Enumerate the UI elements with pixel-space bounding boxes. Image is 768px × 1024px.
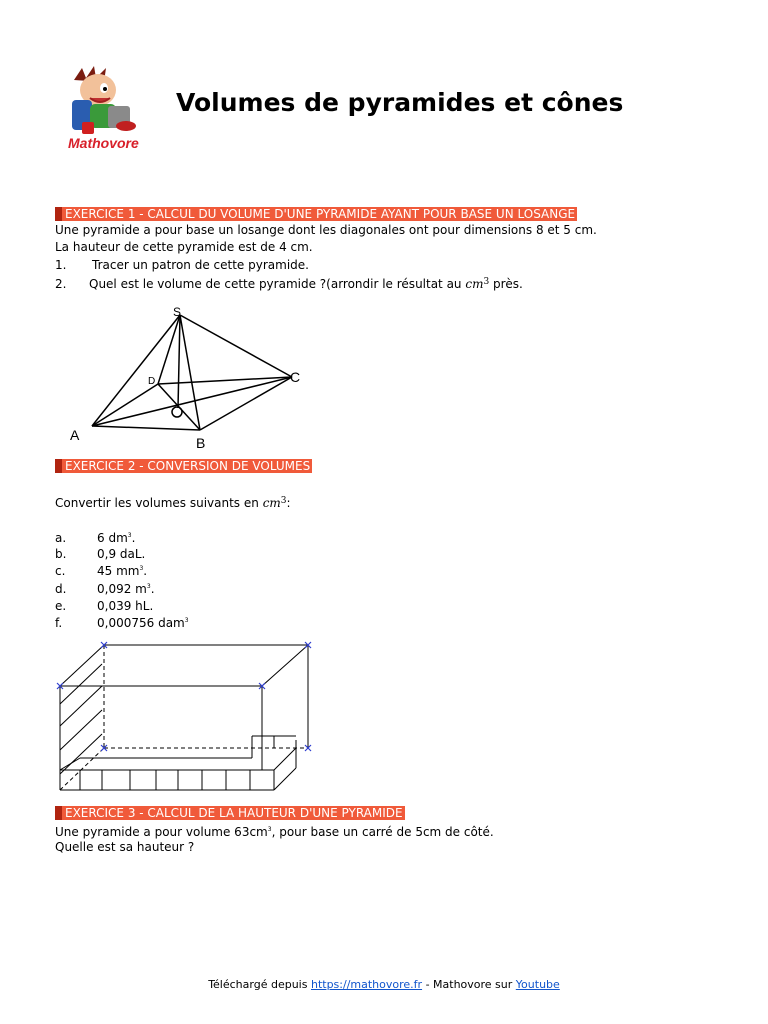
exercise-1-item-2	[55, 274, 523, 292]
mathovore-link[interactable]: https://mathovore.fr	[310, 978, 423, 991]
exercise-1-header: EXERCICE 1 - CALCUL DU VOLUME D'UNE PYRAMIDE AYANT POUR BASE UN LOSANGE	[55, 207, 577, 221]
vertex-label-a: A	[70, 427, 80, 443]
exercise-3-line-2: Quelle est sa hauteur ?	[55, 840, 195, 854]
vertex-label-s: S	[173, 305, 182, 319]
exercise-3-line-1: Une pyramide a pour volume $63cm^3$, pour base un carré de 5cm de côté.	[55, 825, 494, 839]
exercise-1-line-1: Une pyramide a pour base un losange dont les diagonales ont pour dimensions 8 et 5 cm.	[55, 223, 597, 237]
item-text: Quel est le volume de cette pyramide ?(arrondir le résultat au	[89, 277, 462, 291]
exercise-2-header: EXERCICE 2 - CONVERSION DE VOLUMES	[55, 459, 312, 473]
vertex-label-d: D	[148, 376, 156, 387]
youtube-link[interactable]: Youtube	[515, 978, 560, 991]
exercise-2-intro	[55, 493, 291, 511]
unit-cm3: $cm^3$	[262, 496, 287, 510]
vertex-label-b: B	[196, 435, 206, 450]
mathovore-logo	[60, 60, 160, 156]
exercise-1-item-1	[55, 257, 309, 273]
conversion-item-b: b. 0,9 daL.	[55, 547, 146, 561]
intro-end: :	[286, 496, 291, 510]
conversion-item-e: e. 0,039 hL.	[55, 599, 154, 613]
logo-text: Mathovore	[68, 135, 139, 151]
box-figure	[56, 640, 318, 796]
item-end: près.	[493, 277, 523, 291]
item-number: 1.	[55, 258, 67, 272]
exercise-1-line-2: La hauteur de cette pyramide est de 4 cm.	[55, 240, 313, 254]
intro-text: Convertir les volumes suivants en	[55, 496, 259, 510]
page-title: Volumes de pyramides et cônes	[176, 88, 624, 117]
item-number: 2.	[55, 277, 67, 291]
conversion-item-d: d. 0,092 $m^3$.	[55, 582, 155, 596]
vertex-label-c: C	[290, 369, 301, 385]
unit-cm3: $cm^3$	[465, 277, 490, 291]
footer-middle: - Mathovore sur	[425, 978, 513, 991]
item-text: Tracer un patron de cette pyramide.	[92, 258, 309, 272]
pyramid-figure	[60, 300, 310, 450]
conversion-item-a: a. 6 $dm^3$.	[55, 531, 136, 545]
exercise-3-header: EXERCICE 3 - CALCUL DE LA HAUTEUR D'UNE PYRAMIDE	[55, 806, 405, 820]
conversion-item-f: f. 0,000756 dam$^3$	[55, 616, 189, 630]
footer	[0, 978, 768, 991]
footer-prefix: Téléchargé depuis	[208, 978, 308, 991]
conversion-item-c: c. 45 $mm^3$.	[55, 564, 148, 578]
